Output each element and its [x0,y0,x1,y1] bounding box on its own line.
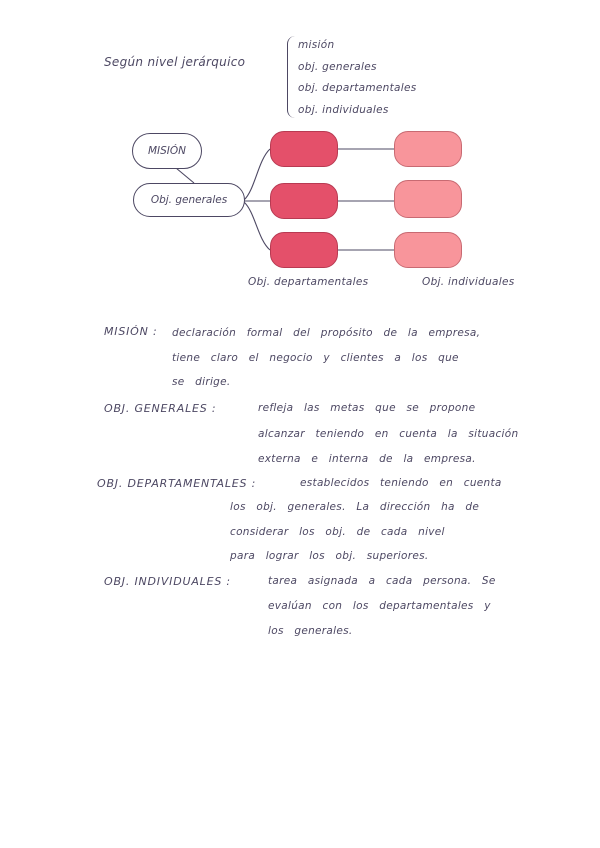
def-individuales-line-1: tarea asignada a cada persona. Se [268,575,496,587]
def-generales-line-1: refleja las metas que se propone [258,402,476,414]
level-item-mision: misión [298,39,335,51]
general-objectives-node [133,183,245,217]
general-objectives-label: Obj. generales [150,194,228,206]
mission-node-label: MISIÓN [147,145,187,157]
indiv-objective-box-2 [394,180,462,218]
def-departamentales-line-1: establecidos teniendo en cuenta [300,477,502,489]
indiv-objective-box-3 [394,232,462,268]
def-mision-line-3: se dirige. [172,376,231,388]
dept-objective-box-1 [270,131,338,167]
def-departamentales-line-3: considerar los obj. de cada nivel [230,526,445,538]
term-mision: MISIÓN : [104,325,158,338]
curly-brace [287,36,296,118]
def-individuales-line-2: evalúan con los departamentales y [268,600,491,612]
dept-caption: Obj. departamentales [248,276,369,288]
term-individuales: OBJ. INDIVIDUALES : [104,575,231,588]
level-item-departamentales: obj. departamentales [298,82,417,94]
def-departamentales-line-4: para lograr los obj. superiores. [230,550,429,562]
mission-node [132,133,202,169]
level-item-generales: obj. generales [298,61,377,73]
dept-objective-box-3 [270,232,338,268]
def-mision-line-1: declaración formal del propósito de la empresa, [172,327,481,339]
def-departamentales-line-2: los obj. generales. La dirección ha de [230,501,480,513]
def-mision-line-2: tiene claro el negocio y clientes a los que [172,352,459,364]
level-item-individuales: obj. individuales [298,104,389,116]
dept-objective-box-2 [270,183,338,219]
def-generales-line-3: externa e interna de la empresa. [258,453,476,465]
hierarchy-title: Según nivel jerárquico [104,55,246,69]
term-departamentales: OBJ. DEPARTAMENTALES : [97,477,257,490]
def-generales-line-2: alcanzar teniendo en cuenta la situación [258,428,519,440]
indiv-objective-box-1 [394,131,462,167]
term-generales: OBJ. GENERALES : [104,402,217,415]
indiv-caption: Obj. individuales [422,276,515,288]
def-individuales-line-3: los generales. [268,625,353,637]
